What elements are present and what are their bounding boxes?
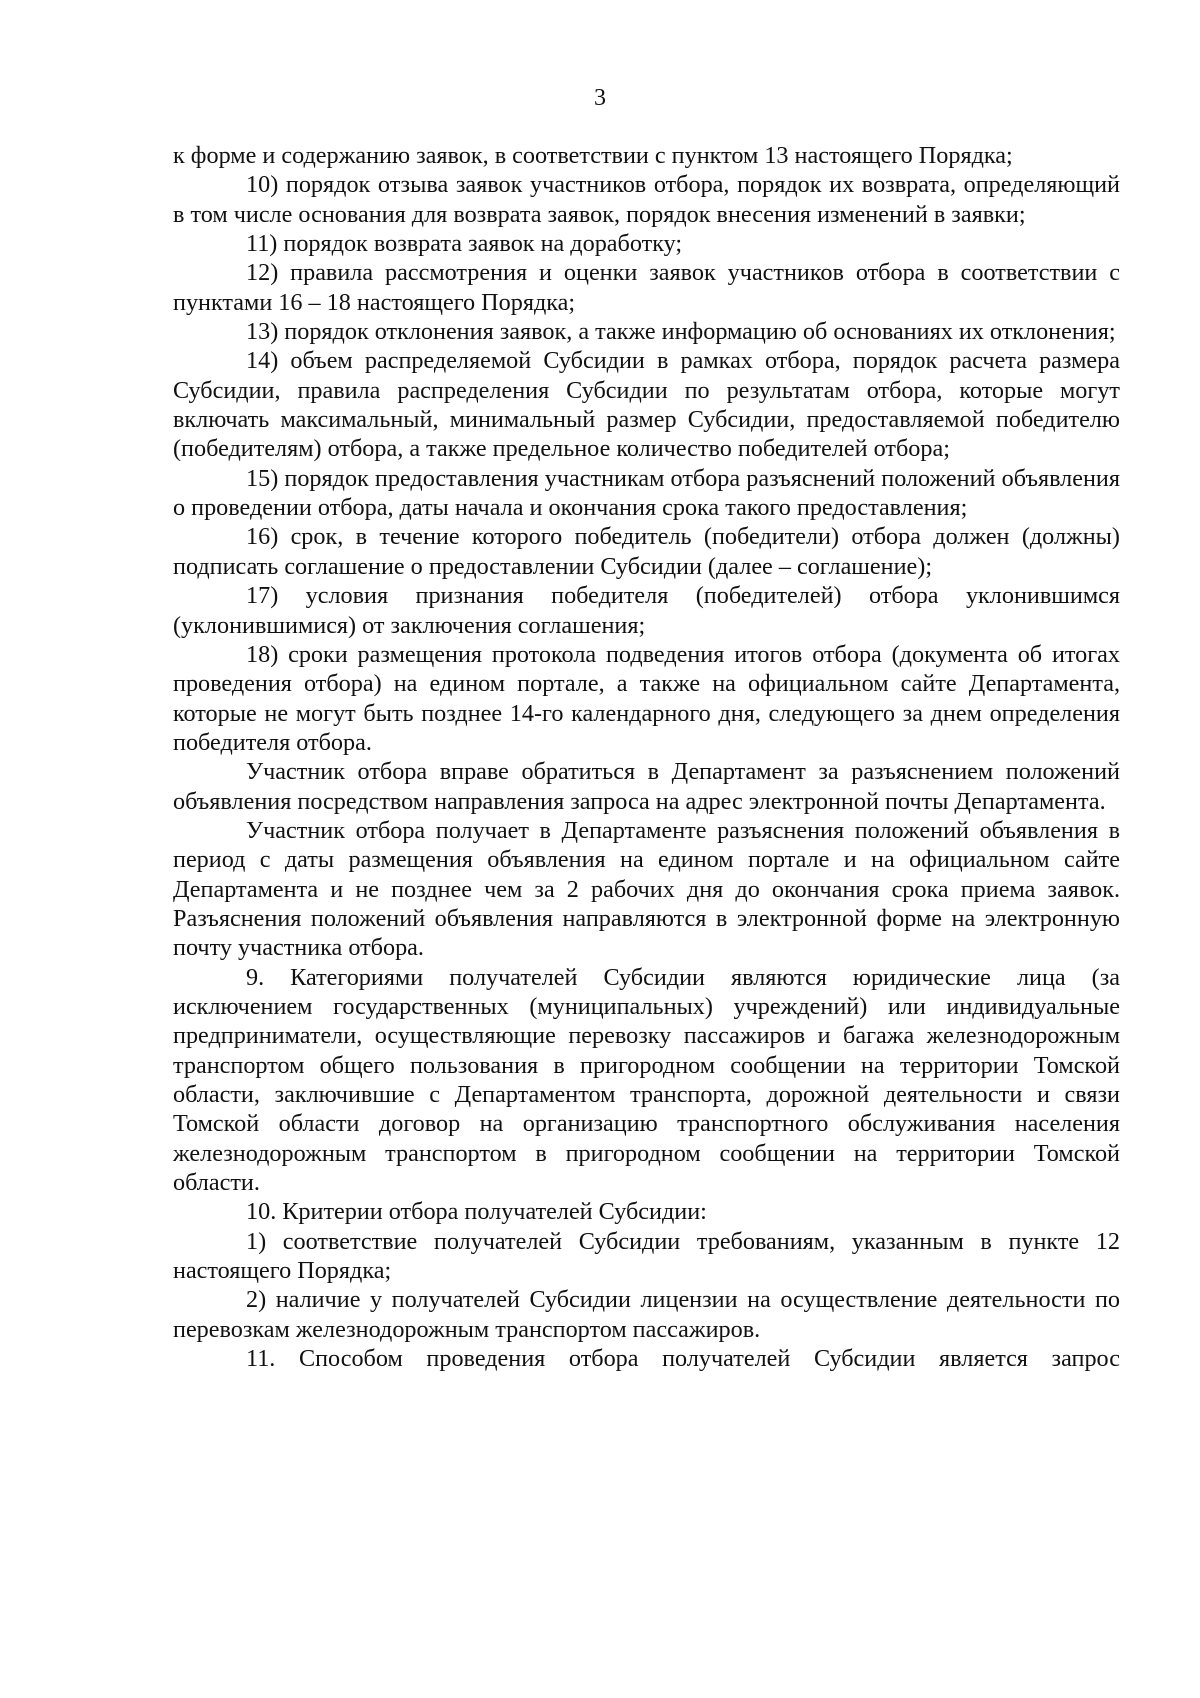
document-body bbox=[173, 141, 1120, 1373]
paragraph: Участник отбора вправе обратиться в Департамент за разъяснением положений объявления посредством направления запроса на адрес электронной почты Департамента. bbox=[173, 758, 1120, 815]
paragraph: 13) порядок отклонения заявок, а также информацию об основаниях их отклонения; bbox=[246, 318, 1116, 346]
paragraph: 2) наличие у получателей Субсидии лицензии на осуществление деятельности по перевозкам железнодорожным транспортом пассажиров. bbox=[173, 1286, 1120, 1343]
paragraph: 12) правила рассмотрения и оценки заявок участников отбора в соответствии с пунктами 16 – 18 настоящего Порядка; bbox=[173, 259, 1120, 316]
paragraph: 10) порядок отзыва заявок участников отбора, порядок их возврата, определяющий в том числе основания для возврата заявок, порядок внесения изменений в заявки; bbox=[173, 171, 1120, 228]
paragraph: 9. Категориями получателей Субсидии являются юридические лица (за исключением государственных (муниципальных) учреждений) или индивидуальные предприниматели, осуществляющие перевозку пассажиров и багажа железнодорожным транспортом общего пользования в пригородном сообщении на территории Томской области, заключившие с Департаментом транспорта, дорожной деятельности и связи Томской области договор на организацию транспортного обслуживания населения железнодорожным транспортом в пригородном сообщении на территории Томской области. bbox=[173, 963, 1120, 1197]
paragraph: 1) соответствие получателей Субсидии требованиям, указанным в пункте 12 настоящего Порядка; bbox=[173, 1227, 1120, 1285]
paragraph: 17) условия признания победителя (победителей) отбора уклонившимся (уклонившимися) от заключения соглашения; bbox=[173, 582, 1120, 639]
paragraph: 18) сроки размещения протокола подведения итогов отбора (документа об итогах проведения отбора) на едином портале, а также на официальном сайте Департамента, которые не могут быть позднее 14-го календарного дня, следующего за днем определения победителя отбора. bbox=[173, 640, 1120, 756]
paragraph: 11) порядок возврата заявок на доработку; bbox=[246, 230, 683, 258]
paragraph: к форме и содержанию заявок, в соответствии с пунктом 13 настоящего Порядка; bbox=[173, 142, 1013, 169]
paragraph: 15) порядок предоставления участникам отбора разъяснений положений объявления о проведении отбора, даты начала и окончания срока такого предоставления; bbox=[173, 464, 1120, 522]
paragraph: 14) объем распределяемой Субсидии в рамках отбора, порядок расчета размера Субсидии, правила распределения Субсидии по результатам отбора, которые могут включать максимальный, минимальный размер Субсидии, предоставляемой победителю (победителям) отбора, а также предельное количество победителей отбора; bbox=[173, 347, 1120, 463]
paragraph: 11. Способом проведения отбора получателей Субсидии является запрос bbox=[246, 1345, 1120, 1373]
paragraph: 16) срок, в течение которого победитель (победители) отбора должен (должны) подписать соглашение о предоставлении Субсидии (далее – соглашение); bbox=[173, 523, 1120, 580]
paragraph: 10. Критерии отбора получателей Субсидии: bbox=[246, 1198, 707, 1226]
paragraph: Участник отбора получает в Департаменте разъяснения положений объявления в период с даты размещения объявления на едином портале и на официальном сайте Департамента и не позднее чем за 2 рабочих дня до окончания срока приема заявок. Разъяснения положений объявления направляются в электронной форме на электронную почту участника отбора. bbox=[173, 816, 1120, 962]
page-number: 3 bbox=[594, 85, 606, 111]
